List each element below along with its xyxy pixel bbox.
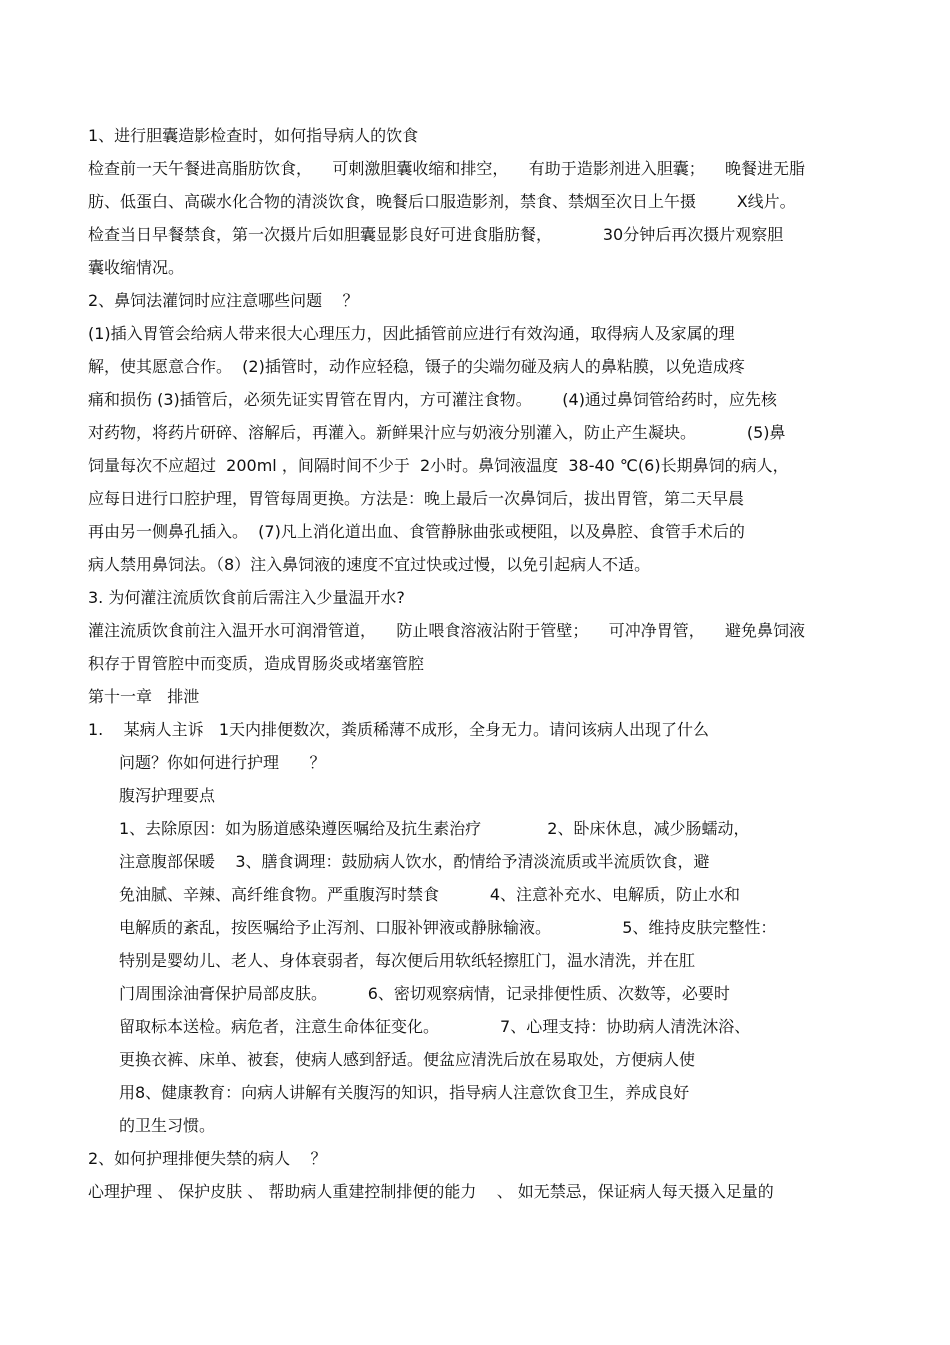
paragraph-line: 更换衣裤、床单、被套，使病人感到舒适。便盆应清洗后放在易取处，方便病人使 [119, 1050, 696, 1069]
paragraph-line: 积存于胃管腔中而变质，造成胃肠炎或堵塞管腔 [88, 654, 425, 673]
paragraph-line: (1)插入胃管会给病人带来很大心理压力，因此插管前应进行有效沟通，取得病人及家属的理 [88, 324, 735, 343]
question-1-title: 1、进行胆囊造影检查时，如何指导病人的饮食 [88, 126, 419, 145]
paragraph-line: 用8、健康教育：向病人讲解有关腹泻的知识，指导病人注意饮食卫生，养成良好 [119, 1083, 690, 1102]
paragraph-line: 问题？你如何进行护理 ？ [119, 753, 326, 772]
paragraph-line: 心理护理 、 保护皮肤 、 帮助病人重建控制排便的能力 、 如无禁忌，保证病人每天摄入足量的 [88, 1182, 774, 1201]
paragraph-line: 检查前一天午餐进高脂肪饮食， 可刺激胆囊收缩和排空， 有助于造影剂进入胆囊； 晚餐进无脂 [88, 159, 806, 178]
paragraph-line: 的卫生习惯。 [119, 1116, 216, 1135]
question-title: 1. 某病人主诉 1天内排便数次，粪质稀薄不成形，全身无力。请问该病人出现了什么 [88, 720, 710, 739]
paragraph-line: 门周围涂油膏保护局部皮肤。 6、密切观察病情，记录排便性质、次数等，必要时 [119, 984, 730, 1003]
paragraph-line: 留取标本送检。病危者，注意生命体征变化。 7、心理支持：协助病人清洗沐浴、 [119, 1017, 751, 1036]
paragraph-line: 肪、低蛋白、高碳水化合物的清淡饮食，晚餐后口服造影剂，禁食、禁烟至次日上午摄 X线片。 [88, 192, 796, 211]
paragraph-line: 应每日进行口腔护理，胃管每周更换。方法是：晚上最后一次鼻饲后，拔出胃管，第二天早晨 [88, 489, 745, 508]
paragraph-line: 特别是婴幼儿、老人、身体衰弱者，每次便后用软纸轻擦肛门，温水清洗，并在肛 [119, 951, 696, 970]
chapter-heading: 第十一章 排泄 [88, 687, 200, 706]
paragraph-line: 解，使其愿意合作。 (2)插管时，动作应轻稳，镊子的尖端勿碰及病人的鼻粘膜，以免造成疼 [88, 357, 745, 376]
question-title: 2、如何护理排便失禁的病人 ？ [88, 1149, 327, 1168]
paragraph-line: 注意腹部保暖 3、膳食调理：鼓励病人饮水，酌情给予清淡流质或半流质饮食，避 [119, 852, 710, 871]
paragraph-line: 囊收缩情况。 [88, 258, 185, 277]
question-2-title: 2、鼻饲法灌饲时应注意哪些问题 ？ [88, 291, 359, 310]
paragraph-line: 灌注流质饮食前注入温开水可润滑管道， 防止喂食溶液沾附于管壁； 可冲净胃管， 避免鼻饲液 [88, 621, 806, 640]
paragraph-line: 检查当日早餐禁食，第一次摄片后如胆囊显影良好可进食脂肪餐， 30分钟后再次摄片观察胆 [88, 225, 784, 244]
paragraph-line: 免油腻、辛辣、高纤维食物。严重腹泻时禁食 4、注意补充水、电解质，防止水和 [119, 885, 741, 904]
paragraph-line: 饲量每次不应超过 200ml ，间隔时间不少于 2小时。鼻饲液温度 38-40 ℃(6)长期鼻饲的病人， [88, 456, 789, 475]
paragraph-line: 痛和损伤 (3)插管后，必须先证实胃管在胃内，方可灌注食物。 (4)通过鼻饲管给药时，应先核 [88, 390, 777, 409]
paragraph-line: 1、去除原因：如为肠道感染遵医嘱给及抗生素治疗 2、卧床休息，减少肠蠕动， [119, 819, 750, 838]
paragraph-line: 电解质的紊乱，按医嘱给予止泻剂、口服补钾液或静脉输液。 5、维持皮肤完整性： [119, 918, 777, 937]
question-3-title: 3. 为何灌注流质饮食前后需注入少量温开水? [88, 588, 405, 607]
subheading: 腹泻护理要点 [119, 786, 216, 805]
paragraph-line: 对药物，将药片研碎、溶解后，再灌入。新鲜果汁应与奶液分别灌入，防止产生凝块。 (5)鼻 [88, 423, 786, 442]
paragraph-line: 再由另一侧鼻孔插入。 (7)凡上消化道出血、食管静脉曲张或梗阻，以及鼻腔、食管手术后的 [88, 522, 745, 541]
paragraph-line: 病人禁用鼻饲法。（8）注入鼻饲液的速度不宜过快或过慢，以免引起病人不适。 [88, 555, 651, 574]
